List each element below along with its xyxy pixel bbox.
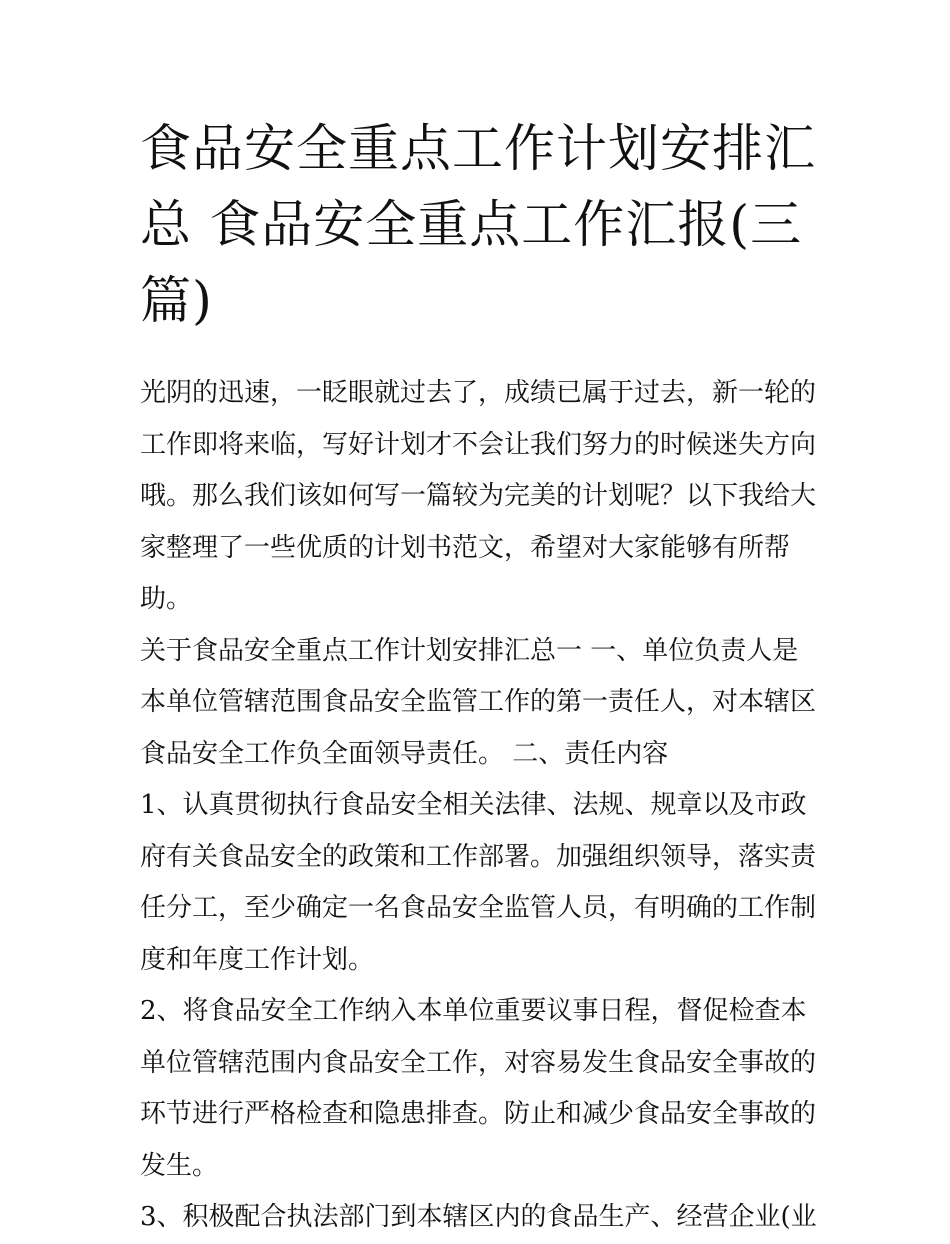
- document-title: 食品安全重点工作计划安排汇总 食品安全重点工作汇报(三篇): [140, 120, 817, 331]
- document-body: [140, 368, 820, 1244]
- paragraph-item-3: 3、积极配合执法部门到本辖区内的食品生产、经营企业(业: [140, 1202, 817, 1232]
- document-page: [140, 112, 820, 1244]
- paragraph-responsibility: 关于食品安全重点工作计划安排汇总一 一、单位负责人是本单位管辖范围食品安全监管工作的第一责任人，对本辖区食品安全工作负全面领导责任。 二、责任内容: [140, 635, 817, 769]
- paragraph-item-2: 2、将食品安全工作纳入本单位重要议事日程，督促检查本单位管辖范围内食品安全工作，对容易发生食品安全事故的环节进行严格检查和隐患排查。防止和减少食品安全事故的发生。: [140, 996, 817, 1181]
- paragraph-intro: 光阴的迅速，一眨眼就过去了，成绩已属于过去，新一轮的工作即将来临，写好计划才不会让我们努力的时候迷失方向哦。那么我们该如何写一篇较为完美的计划呢？以下我给大家整理了一些优质的计划书范文，希望对大家能够有所帮助。: [140, 378, 817, 614]
- paragraph-item-1: 1、认真贯彻执行食品安全相关法律、法规、规章以及市政府有关食品安全的政策和工作部署。加强组织领导，落实责任分工，至少确定一名食品安全监管人员，有明确的工作制度和年度工作计划。: [140, 790, 817, 975]
